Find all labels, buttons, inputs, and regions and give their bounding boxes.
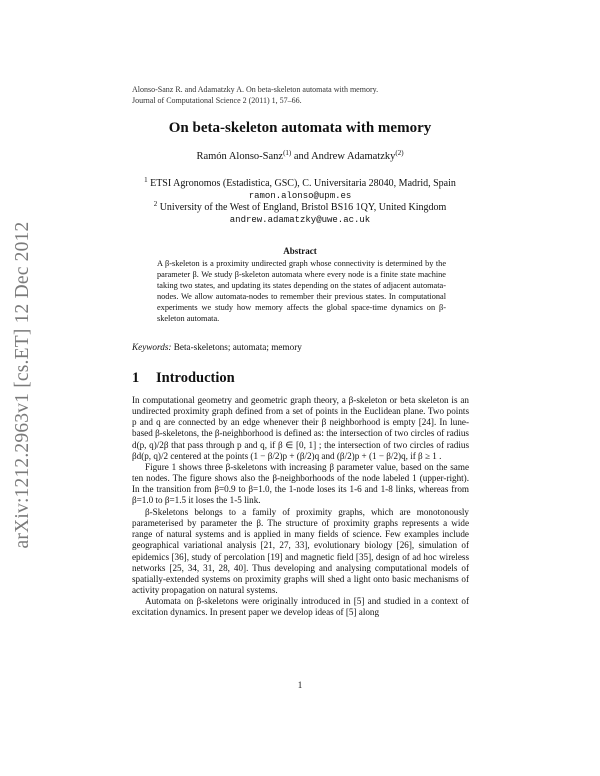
author-2-name: Andrew Adamatzky [311, 151, 396, 162]
intro-paragraph-3: β-Skeletons belongs to a family of proximity graphs, which are monotonously parameterised by parameter the β. The structure of proximity graphs represents a wide range of natural systems and is applied in many fields of science. Few examples include geographical variational analysis [21, 27, 33], evolutionary biology [26], simulation of epidemics [36], study of percolation [19] and magnetic field [35], design of ad hoc wireless networks [25, 34, 31, 28, 40]. Thus developing and analysing computational models of spatially-extended systems on proximity graphs will shed a light onto basic mechanisms of activity propagation on natural systems. [132, 507, 469, 596]
affiliation-2-email: andrew.adamatzky@uwe.ac.uk [229, 215, 371, 225]
citation-header [132, 84, 378, 106]
affiliation-1-email: ramon.alonso@upm.es [248, 191, 352, 201]
paper-title: On beta-skeleton automata with memory [168, 120, 432, 136]
affiliation-2-mark: 2 [153, 200, 158, 208]
author-2-mark: (2) [395, 149, 404, 157]
affiliation-1-text: ETSI Agronomos (Estadistica, GSC), C. Universitaria 28040, Madrid, Spain [150, 178, 456, 189]
keywords-label: Keywords: [132, 342, 172, 352]
author-connector: and [291, 151, 312, 162]
section-heading-introduction [132, 370, 235, 387]
citation-line-2: Journal of Computational Science 2 (2011) 1, 57–66. [132, 96, 302, 105]
keywords-line [132, 342, 302, 352]
arxiv-id: arXiv:1212.2963v1 [cs.ET] 12 Dec 2012 [12, 221, 33, 549]
affiliation-2-text: University of the West of England, Bristol BS16 1QY, United Kingdom [159, 202, 447, 213]
affiliation-2 [0, 202, 600, 226]
abstract-heading: Abstract [283, 246, 317, 256]
author-1-name: Ramón Alonso-Sanz [196, 151, 284, 162]
author-1-mark: (1) [283, 149, 292, 157]
author-line [0, 151, 600, 162]
page-number: 1 [297, 680, 303, 690]
citation-line-1: Alonso-Sanz R. and Adamatzky A. On beta-skeleton automata with memory. [132, 85, 379, 94]
intro-paragraph-2: Figure 1 shows three β-skeletons with increasing β parameter value, based on the same ten nodes. The figure shows also the β-neighborhoods of the node labeled 1 (upper-right). In the transition from β=0.9 to β=1.0, the 1-node loses its 1-6 and 1-8 links, whereas from β=1.0 to β=1.5 it loses the 1-5 link. [132, 462, 469, 506]
intro-paragraph-4: Automata on β-skeletons were originally introduced in [5] and studied in a context of excitation dynamics. In present paper we develop ideas of [5] along [132, 596, 469, 618]
affiliation-1-mark: 1 [144, 176, 148, 184]
keywords-text: Beta-skeletons; automata; memory [173, 342, 302, 352]
section-number: 1 [132, 370, 140, 386]
section-title: Introduction [156, 370, 235, 386]
intro-paragraph-1: In computational geometry and geometric graph theory, a β-skeleton or beta skeleton is an undirected proximity graph defined from a set of points in the Euclidean plane. Two points p and q are connected by an edge whenever their β neighborhood is empty [24]. In lune-based β-skeletons, the β-neighborhood is defined as: the intersection of two circles of radius d(p, q)/2β that pass through p and q, if β ∈ [0, 1] ; the intersection of two circles of radius βd(p, q)/2 centered at the points (1 − β/2)p + (β/2)q and (β/2)p + (1 − β/2)q, if β ≥ 1 . [132, 395, 469, 461]
abstract-text: A β-skeleton is a proximity undirected graph whose connectivity is determined by the parameter β. We study β-skeleton automata where every node is a finite state machine taking two states, and updating its states depending on the states of adjacent automata-nodes. We allow automata-nodes to remember their previous states. In computational experiments we study how memory affects the global space-time dynamics on β-skeleton automata. [157, 259, 446, 323]
affiliation-1 [0, 178, 600, 202]
